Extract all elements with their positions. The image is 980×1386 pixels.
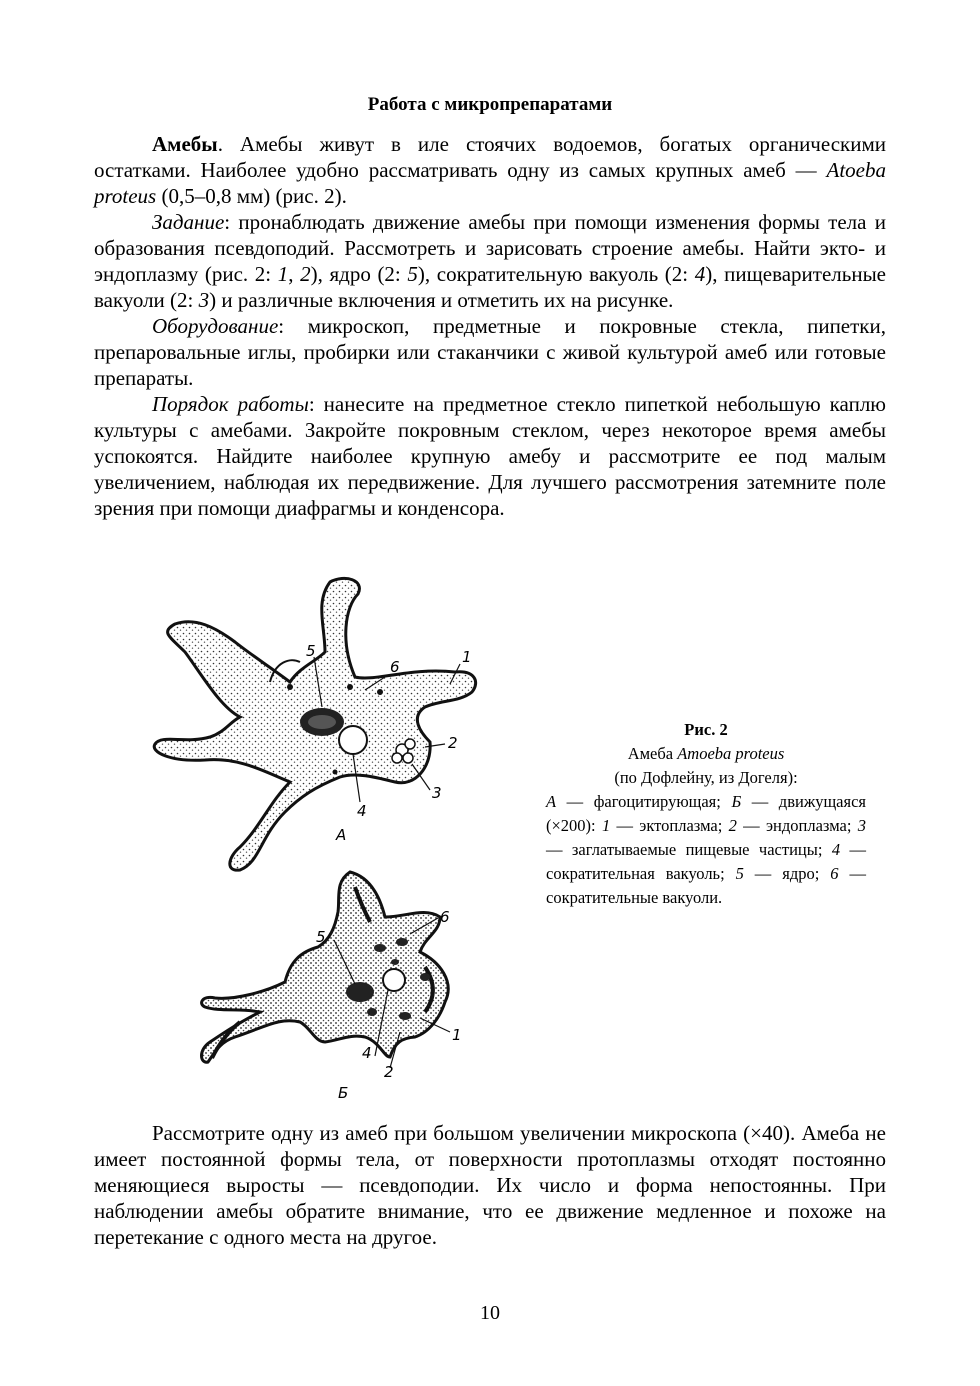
caption-b: Б xyxy=(731,792,742,811)
task-text-1: : пронаблюдать движение амебы при помощи изменения формы тела и образования псевдоподий. Рассмотреть и зарисовать строение амебы. Найти экто- и эндоплазму (рис. 2: xyxy=(94,210,886,286)
task-num-2: 2 xyxy=(300,262,311,286)
caption-a: А xyxy=(546,792,557,811)
task-label: Задание xyxy=(152,210,225,234)
amoeba-a xyxy=(154,578,475,870)
equipment-text: : микроскоп, предметные и покровные стекла, пипетки, препаровальные иглы, пробирки или стаканчики с живой культурой амеб или готовые препараты. xyxy=(94,314,886,390)
figure-caption xyxy=(546,718,866,910)
label-a-4: 4 xyxy=(357,802,367,820)
task-text-4: ), сократительную вакуоль (2: xyxy=(417,262,695,286)
caption-n6: 6 xyxy=(830,864,839,883)
amoeba-b-vacuole xyxy=(383,969,405,991)
caption-t4: — эндоплазма; xyxy=(736,816,858,835)
caption-line-2: (по Дофлейну, из Догеля): xyxy=(614,768,798,787)
main-text-block xyxy=(94,131,886,521)
label-b-2: 2 xyxy=(384,1063,394,1081)
caption-t2: — движущаяся (×200): xyxy=(546,792,867,835)
task-num-3: 3 xyxy=(198,288,210,312)
amoeba-b xyxy=(202,872,462,1102)
caption-n5: 5 xyxy=(735,864,744,883)
intro-text-2: (0,5–0,8 мм) (рис. 2). xyxy=(156,184,347,208)
species-name: Atoeba proteus xyxy=(94,158,886,208)
label-a-3: 3 xyxy=(432,784,442,802)
task-text-3: ), ядро (2: xyxy=(310,262,408,286)
caption-t7: — ядро; xyxy=(743,864,831,883)
caption-t5: — заглатываемые пищевые частицы; xyxy=(546,840,832,859)
caption-n1: 1 xyxy=(601,816,611,835)
caption-t1: — фагоцитирующая; xyxy=(556,792,732,811)
amoeba-a-vacuole xyxy=(339,726,367,754)
label-a-5: 5 xyxy=(306,642,316,660)
closing-text-block xyxy=(94,1120,886,1250)
label-b-1: 1 xyxy=(452,1026,462,1044)
paragraph-procedure xyxy=(94,391,886,521)
amoeba-figure xyxy=(140,572,500,1112)
label-a-2: 2 xyxy=(448,734,458,752)
caption-title: Рис. 2 xyxy=(684,720,728,739)
equipment-label: Оборудование xyxy=(152,314,279,338)
label-b-5: 5 xyxy=(316,928,326,946)
term-amoeba: Амебы xyxy=(152,132,218,156)
caption-body xyxy=(546,790,866,910)
page-heading: Работа с микропрепаратами xyxy=(367,94,613,115)
task-num-5: 5 xyxy=(407,262,418,286)
caption-line-1 xyxy=(546,742,866,766)
procedure-text: : нанесите на предметное стекло пипеткой небольшую каплю культуры с амебами. Закройте покровным стеклом, через некоторое время амебы успокоятся. Найдите наиболее крупную амебу и рассмотрите ее под малым увеличением, наблюдая их передвижение. Для лучшего рассмотрения затемните поле зрения при помощи диафрагмы и конденсора. xyxy=(94,392,886,520)
page-number: 10 xyxy=(480,1302,500,1324)
intro-text-1: . Амебы живут в иле стоячих водоемов, богатых органическими остатками. Наиболее удобно рассматривать одну из самых крупных амеб — xyxy=(94,132,886,182)
label-b-4: 4 xyxy=(362,1044,372,1062)
caption-t6: — сократительная вакуоль; xyxy=(546,840,866,883)
caption-species: Amoeba proteus xyxy=(677,744,785,763)
caption-n3: 3 xyxy=(857,816,866,835)
amoeba-drawing xyxy=(140,572,500,1112)
caption-n4: 4 xyxy=(831,840,841,859)
caption-t3: — эктоплазма; xyxy=(610,816,729,835)
paragraph-equipment xyxy=(94,313,886,391)
task-text-5: ), пищеварительные вакуоли (2: xyxy=(94,262,886,312)
task-num-1: 1 xyxy=(277,262,289,286)
amoeba-b-body xyxy=(202,872,449,1062)
amoeba-b-nucleus xyxy=(346,982,374,1002)
procedure-label: Порядок работы xyxy=(152,392,309,416)
caption-t8: — сократительные вакуоли. xyxy=(546,864,866,907)
label-a-1: 1 xyxy=(462,648,472,666)
task-text-6: ) и различные включения и отметить их на рисунке. xyxy=(209,288,674,312)
label-letter-b: Б xyxy=(338,1084,349,1102)
paragraph-amoeba xyxy=(94,131,886,209)
task-num-4: 4 xyxy=(694,262,706,286)
caption-n2: 2 xyxy=(728,816,737,835)
label-letter-a: А xyxy=(336,826,347,844)
label-b-6: 6 xyxy=(440,908,450,926)
label-a-6: 6 xyxy=(390,658,400,676)
caption-amoeba: Амеба xyxy=(627,744,678,763)
task-text-2: , xyxy=(288,262,301,286)
paragraph-task xyxy=(94,209,886,313)
paragraph-closing: Рассмотрите одну из амеб при большом увеличении микроскопа (×40). Амеба не имеет постоянной формы тела, от поверхности протоплазмы отходят постоянно меняющиеся выросты — псевдоподии. Их число и форма непостоянны. При наблюдении амебы обратите внимание, что ее движение медленное и похоже на перетекание с одного места на другое. xyxy=(94,1121,886,1249)
